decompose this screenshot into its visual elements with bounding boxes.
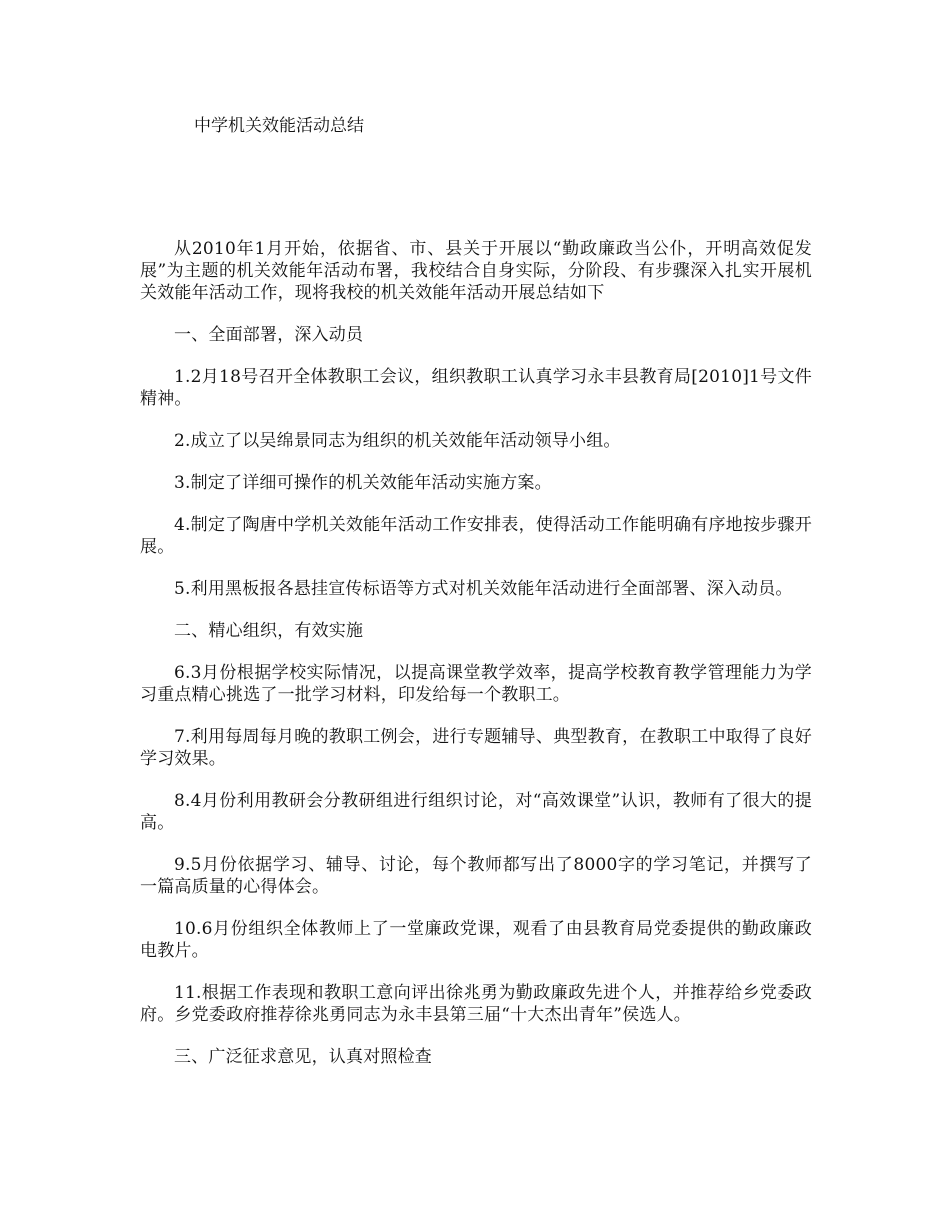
document-body bbox=[140, 238, 812, 1088]
list-item-8: 8.4月份利用教研会分教研组进行组织讨论，对“高效课堂”认识，教师有了很大的提高。 bbox=[140, 791, 812, 833]
section-heading-1: 一、全面部署，深入动员 bbox=[174, 325, 364, 345]
list-item-2: 2.成立了以吴绵景同志为组织的机关效能年活动领导小组。 bbox=[174, 431, 621, 451]
list-item-10: 10.6月份组织全体教师上了一堂廉政党课，观看了由县教育局党委提供的勤政廉政电教片。 bbox=[140, 919, 812, 961]
intro-paragraph: 从2010年1月开始，依据省、市、县关于开展以“勤政廉政当公仆，开明高效促发展”为主题的机关效能年活动布署，我校结合自身实际，分阶段、有步骤深入扎实开展机关效能年活动工作，现将我校的机关效能年活动开展总结如下 bbox=[140, 239, 812, 303]
list-item-5: 5.利用黑板报各悬挂宣传标语等方式对机关效能年活动进行全面部署、深入动员。 bbox=[174, 579, 793, 599]
list-item-11: 11.根据工作表现和教职工意向评出徐兆勇为勤政廉政先进个人，并推荐给乡党委政府。乡党委政府推荐徐兆勇同志为永丰县第三届“十大杰出青年”侯选人。 bbox=[140, 983, 812, 1025]
section-heading-2: 二、精心组织，有效实施 bbox=[174, 621, 364, 641]
document-title: 中学机关效能活动总结 bbox=[194, 116, 364, 136]
section-heading-3: 三、广泛征求意见，认真对照检查 bbox=[174, 1047, 432, 1067]
list-item-3: 3.制定了详细可操作的机关效能年活动实施方案。 bbox=[174, 473, 552, 493]
list-item-1: 1.2月18号召开全体教职工会议，组织教职工认真学习永丰县教育局[2010]1号文件精神。 bbox=[140, 367, 812, 409]
list-item-4: 4.制定了陶唐中学机关效能年活动工作安排表，使得活动工作能明确有序地按步骤开展。 bbox=[140, 515, 812, 557]
list-item-7: 7.利用每周每月晚的教职工例会，进行专题辅导、典型教育，在教职工中取得了良好学习效果。 bbox=[140, 727, 812, 769]
list-item-9: 9.5月份依据学习、辅导、讨论，每个教师都写出了8000字的学习笔记，并撰写了一篇高质量的心得体会。 bbox=[140, 855, 812, 897]
list-item-6: 6.3月份根据学校实际情况，以提高课堂教学效率，提高学校教育教学管理能力为学习重点精心挑选了一批学习材料，印发给每一个教职工。 bbox=[140, 663, 812, 705]
